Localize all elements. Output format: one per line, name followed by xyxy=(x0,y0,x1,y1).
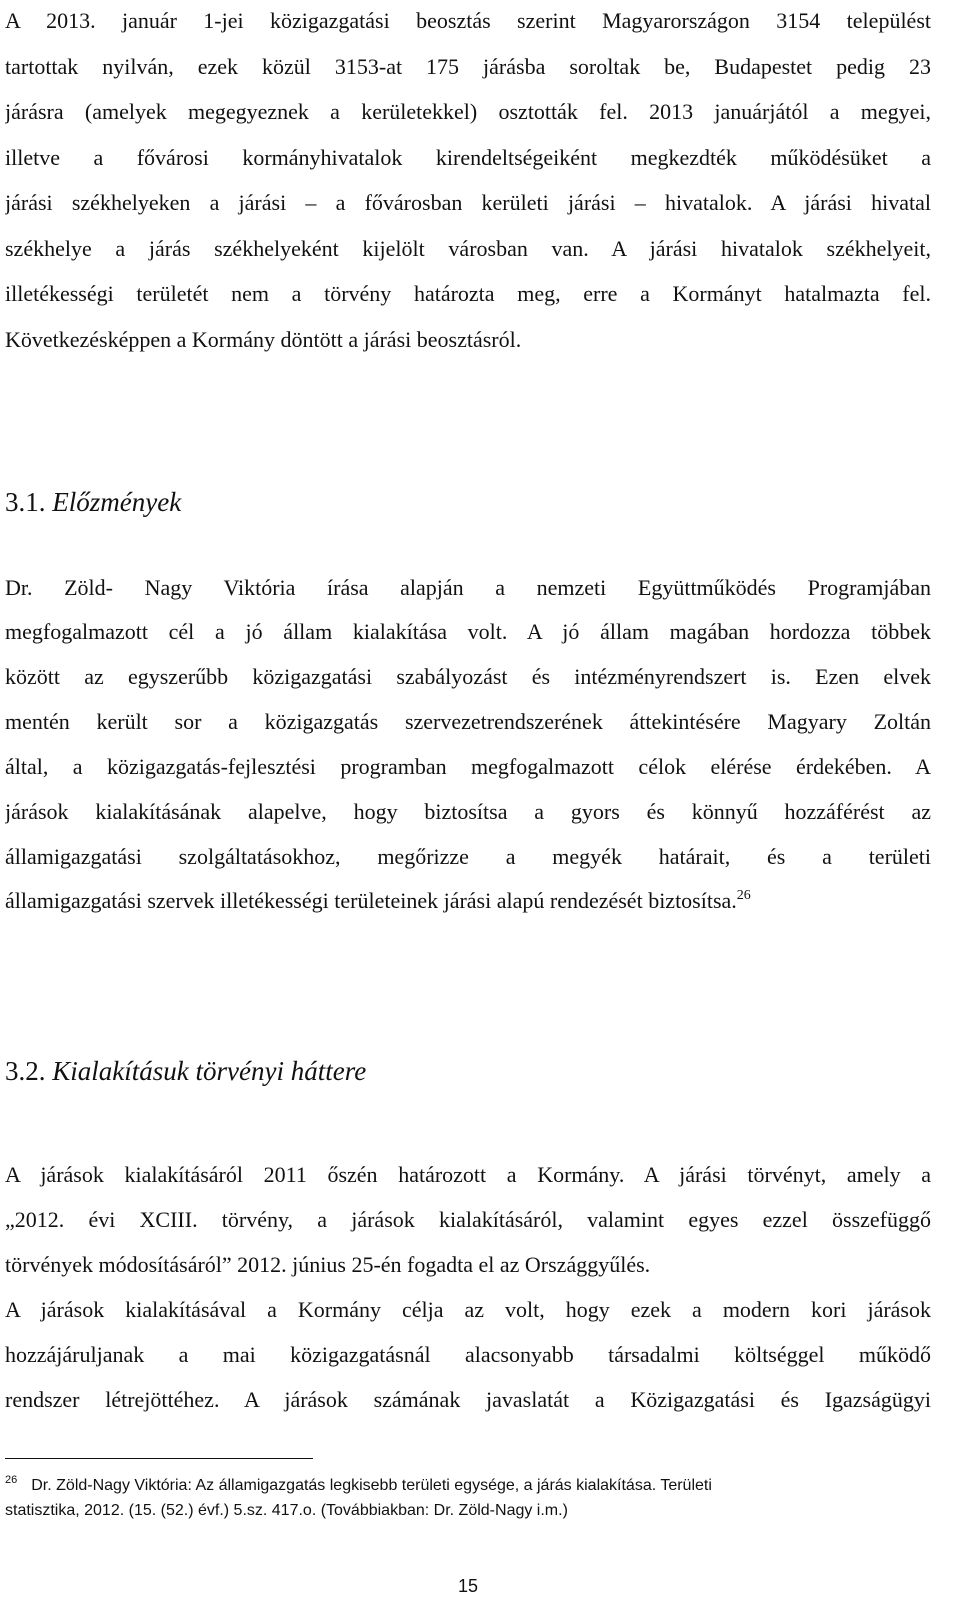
text-line: törvények módosításáról” 2012. június 25-én fogadta el az Országgyűlés. xyxy=(5,1252,651,1277)
footnote-text: Dr. Zöld-Nagy Viktória: Az államigazgatás legkisebb területi egysége, a járás kialakítása. Területi xyxy=(31,1477,712,1494)
text-line xyxy=(5,886,931,916)
footnote-separator xyxy=(5,1458,313,1459)
text-line: rendszer létrejöttéhez. A járások számának javaslatát a Közigazgatási és Igazságügyi xyxy=(5,1387,931,1412)
text-line: A 2013. január 1-jei közigazgatási beosztás szerint Magyarországon 3154 települést xyxy=(5,8,931,33)
text-line: illetékességi területét nem a törvény határozta meg, erre a Kormányt hatalmazta fel. xyxy=(5,281,931,306)
section-heading-3-1 xyxy=(5,485,181,519)
text-line: mentén került sor a közigazgatás szervezetrendszerének áttekintésére Magyary Zoltán xyxy=(5,709,931,734)
text-line: A járások kialakításával a Kormány célja az volt, hogy ezek a modern kori járások xyxy=(5,1297,931,1322)
text-line: államigazgatási szolgáltatásokhoz, megőrizze a megyék határait, és a területi xyxy=(5,844,931,869)
text-line: között az egyszerűbb közigazgatási szabályozást és intézményrendszert is. Ezen elvek xyxy=(5,664,931,689)
text-line-content: államigazgatási szervek illetékességi területeinek járási alapú rendezését biztosítsa. xyxy=(5,888,737,913)
text-line: tartottak nyilván, ezek közül 3153-at 175 járásba soroltak be, Budapestet pedig 23 xyxy=(5,54,931,79)
text-line: járásra (amelyek megegyeznek a kerületekkel) osztották fel. 2013 januárjától a megyei, xyxy=(5,99,931,124)
text-line: járások kialakításának alapelve, hogy biztosítsa a gyors és könnyű hozzáférést az xyxy=(5,799,931,824)
text-line: hozzájáruljanak a mai közigazgatásnál alacsonyabb társadalmi költséggel működő xyxy=(5,1342,931,1367)
section-heading-3-2 xyxy=(5,1054,366,1088)
section-title: Előzmények xyxy=(52,487,182,517)
text-line: „2012. évi XCIII. törvény, a járások kialakításáról, valamint egyes ezzel összefüggő xyxy=(5,1207,931,1232)
text-line: megfogalmazott cél a jó állam kialakítása volt. A jó állam magában hordozza többek xyxy=(5,619,931,644)
footnote-reference[interactable]: 26 xyxy=(736,888,751,903)
text-line: A járások kialakításáról 2011 őszén határozott a Kormány. A járási törvényt, amely a xyxy=(5,1162,931,1187)
text-line: illetve a fővárosi kormányhivatalok kirendeltségeiként megkezdték működésüket a xyxy=(5,145,931,170)
text-line: járási székhelyeken a járási – a fővárosban kerületi járási – hivatalok. A járási hivatal xyxy=(5,190,931,215)
footnote-line: statisztika, 2012. (15. (52.) évf.) 5.sz. 417.o. (Továbbiakban: Dr. Zöld-Nagy i.m.) xyxy=(5,1502,568,1519)
text-line: Dr. Zöld- Nagy Viktória írása alapján a nemzeti Együttműködés Programjában xyxy=(5,575,931,600)
page-number: 15 xyxy=(457,1576,479,1596)
footnote-number: 26 xyxy=(5,1474,18,1486)
footnote-line xyxy=(5,1474,885,1498)
text-line: székhelye a járás székhelyeként kijelölt városban van. A járási hivatalok székhelyeit, xyxy=(5,236,931,261)
section-title: Kialakításuk törvényi háttere xyxy=(52,1056,367,1086)
text-line: Következésképpen a Kormány döntött a járási beosztásról. xyxy=(5,327,522,352)
section-number: 3.1. xyxy=(5,487,46,517)
text-line: által, a közigazgatás-fejlesztési programban megfogalmazott célok elérése érdekében. A xyxy=(5,754,931,779)
section-number: 3.2. xyxy=(5,1056,46,1086)
